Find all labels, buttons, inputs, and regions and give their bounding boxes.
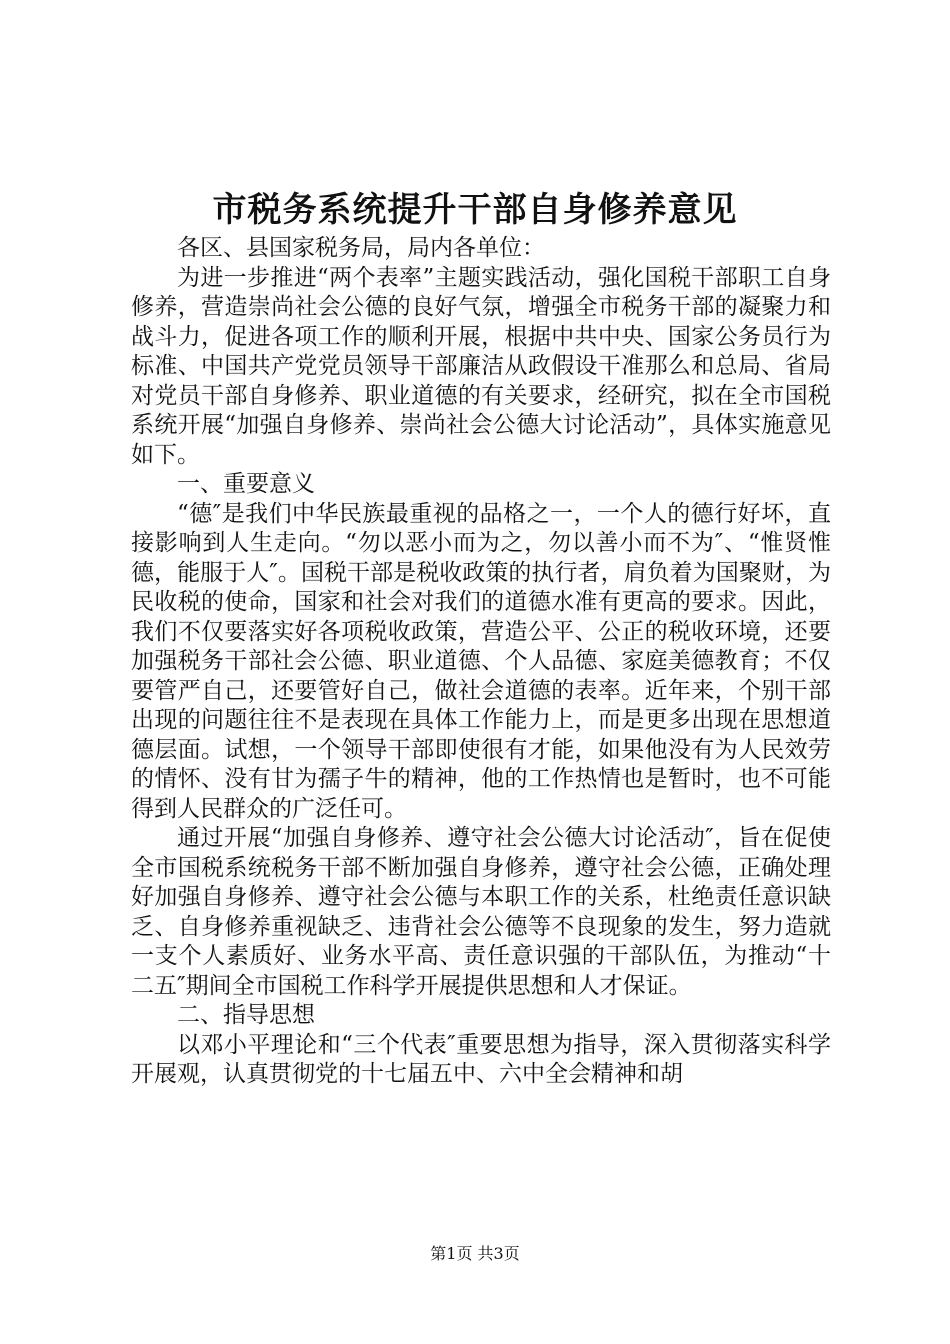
section-heading-significance: 一、重要意义 (177, 471, 315, 497)
document-body (131, 234, 831, 1090)
document-title: 市税务系统提升干部自身修养意见 (212, 190, 738, 230)
page-number-footer: 第1页 共3页 (430, 1244, 520, 1263)
significance-paragraph-2: 通过开展“加强自身修养、遵守社会公德大讨论活动″，旨在促使全市国税系统税务干部不断加强自身修养，遵守社会公德，正确处理好加强自身修养、遵守社会公德与本职工作的关系，杜绝责任意识缺乏、自身修养重视缺乏、违背社会公德等不良现象的发生，努力造就一支个人素质好、业务水平高、责任意识强的干部队伍，为推动“十二五″期间全市国税工作科学开展提供思想和人才保证。 (131, 825, 831, 999)
section-heading-guiding-thought: 二、指导思想 (177, 1002, 315, 1028)
salutation-paragraph: 各区、县国家税务局，局内各单位： (177, 235, 545, 261)
intro-paragraph: 为进一步推进“两个表率”主题实践活动，强化国税干部职工自身修养，营造崇尚社会公德的良好气氛，增强全市税务干部的凝聚力和战斗力，促进各项工作的顺利开展，根据中共中央、国家公务员行为标准、中国共产党党员领导干部廉洁从政假设干准那么和总局、省局对党员干部自身修养、职业道德的有关要求，经研究，拟在全市国税系统开展“加强自身修养、崇尚社会公德大讨论活动”，具体实施意见如下。 (131, 264, 831, 468)
significance-paragraph-1: “德″是我们中华民族最重视的品格之一，一个人的德行好坏，直接影响到人生走向。“勿以恶小而为之，勿以善小而不为″、“惟贤惟德，能服于人″。国税干部是税收政策的执行者，肩负着为国聚财，为民收税的使命，国家和社会对我们的道德水准有更高的要求。因此，我们不仅要落实好各项税收政策，营造公平、公正的税收环境，还要加强税务干部社会公德、职业道德、个人品德、家庭美德教育；不仅要管严自己，还要管好自己，做社会道德的表率。近年来，个别干部出现的问题往往不是表现在具体工作能力上，而是更多出现在思想道德层面。试想，一个领导干部即使很有才能，如果他没有为人民效劳的情怀、没有甘为孺子牛的精神，他的工作热情也是暂时，也不可能得到人民群众的广泛任可。 (131, 500, 831, 822)
guiding-thought-paragraph: 以邓小平理论和“三个代表″重要思想为指导，深入贯彻落实科学开展观，认真贯彻党的十七届五中、六中全会精神和胡 (131, 1031, 831, 1087)
